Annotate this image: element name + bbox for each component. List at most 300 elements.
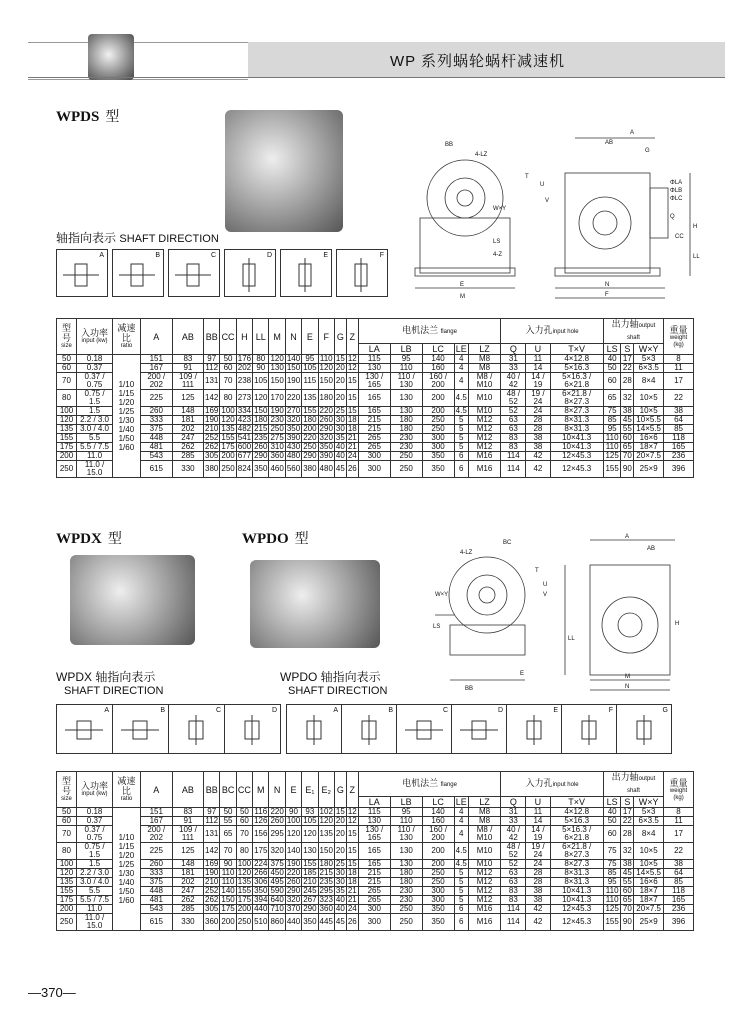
table-cell: 83	[172, 808, 203, 817]
table-cell: 100	[237, 859, 252, 868]
weight-en: weight (kg)	[669, 334, 688, 348]
table-cell: 350	[422, 914, 454, 931]
table-cell: 20×7.5	[634, 905, 664, 914]
table-cell: 50	[603, 817, 621, 826]
wpds-dimension-drawing	[405, 118, 705, 303]
drawing-label: W×Y	[493, 206, 507, 212]
table-cell: 20	[335, 363, 345, 372]
table-cell: 8×31.3	[550, 416, 603, 425]
cell-letter: B	[388, 707, 393, 714]
wpdo-type-text: 型	[294, 531, 309, 547]
col-outshaft	[603, 319, 663, 344]
table-cell: 5×16.3	[550, 364, 603, 373]
table-cell: 6	[454, 452, 468, 461]
ratio-en: ratio	[120, 796, 133, 802]
table-cell: 22	[622, 363, 632, 372]
table-cell: 60	[622, 433, 632, 442]
table-cell: 75	[603, 843, 621, 860]
table-cell: 8	[664, 355, 694, 364]
shaft-direction-cell	[168, 249, 220, 297]
drawing-label: N	[605, 282, 610, 288]
table-cell: 50	[220, 355, 236, 364]
table-cell: 220	[319, 406, 333, 415]
sub-header: LZ	[468, 344, 501, 355]
table-cell: 70	[622, 451, 632, 460]
table-cell: 220	[270, 807, 284, 816]
table-cell: 250	[57, 914, 77, 931]
table-cell: 236	[664, 905, 694, 914]
table-cell: 4.5	[454, 843, 468, 860]
table-cell: M10	[468, 860, 501, 869]
wpdx-dimension-drawing	[425, 530, 700, 695]
table-cell: 165	[358, 407, 390, 416]
table-cell: 14	[526, 364, 550, 373]
table-cell: 6	[454, 905, 468, 914]
table-cell: M10	[468, 843, 501, 860]
table-cell: 375	[140, 878, 172, 887]
table-cell: 114	[501, 914, 526, 931]
table-cell: 160	[422, 364, 454, 373]
table-cell: 5	[454, 878, 468, 887]
table-cell: 543	[140, 452, 172, 461]
flange-zh: 电机法兰	[402, 325, 439, 335]
table-cell: 120	[57, 869, 77, 878]
table-cell: 140	[221, 886, 235, 895]
table-cell: 5×16.3 / 6×21.8	[550, 826, 603, 843]
table-cell: 10×5	[634, 390, 664, 407]
table-cell: 320	[286, 895, 301, 904]
ratio-zh: 减速比	[117, 776, 136, 796]
table-cell: 260	[140, 407, 172, 416]
table-cell: 100	[57, 407, 77, 416]
table-cell: 150	[318, 373, 334, 390]
table-cell: 4	[454, 808, 468, 817]
table-cell: 270	[286, 406, 301, 415]
shaft-direction-cell	[336, 249, 388, 297]
table-cell: M8	[468, 817, 501, 826]
table-cell: 262	[205, 895, 219, 904]
col-header: N	[285, 319, 301, 355]
table-cell: 110	[603, 896, 621, 905]
table-cell: 85	[603, 869, 621, 878]
table-cell: 300	[422, 896, 454, 905]
table-cell: 320	[286, 415, 301, 424]
table-cell: 120	[57, 416, 77, 425]
table-cell: 150	[286, 363, 301, 372]
table-cell: 5	[454, 434, 468, 443]
sub-header: U	[526, 344, 550, 355]
col-inhole	[501, 772, 604, 797]
table-cell: 165	[664, 443, 694, 452]
drawing-label: U	[540, 182, 545, 188]
table-cell: 8×31.3	[550, 878, 603, 887]
col-outshaft	[603, 772, 663, 797]
table-cell: 80	[57, 843, 77, 860]
table-cell: 26	[346, 461, 358, 478]
table-cell: 394	[254, 895, 268, 904]
table-cell: 148	[172, 860, 203, 869]
table-cell: 63	[501, 869, 526, 878]
table-cell: 8×4	[634, 373, 664, 390]
table-cell: 83	[501, 443, 526, 452]
drawing-label: ΦLA	[670, 180, 683, 186]
table-cell: 38	[664, 860, 694, 869]
table-cell: 31	[501, 808, 526, 817]
table-cell: 11.0	[77, 905, 113, 914]
table-cell: 375	[140, 425, 172, 434]
table-row	[57, 905, 694, 914]
table-cell: 305	[205, 451, 219, 460]
table-cell: 390	[286, 433, 301, 442]
table-cell: 60	[57, 364, 77, 373]
sub-header: LE	[455, 344, 467, 354]
table-cell: 169	[205, 859, 219, 868]
table-cell: 155	[57, 887, 77, 896]
table-cell: 114	[501, 461, 526, 478]
table-cell: 236	[664, 452, 694, 461]
table-cell: M12	[468, 869, 501, 878]
wpdo-title-text: WPDO	[242, 531, 289, 547]
table-cell: 11.0 / 15.0	[77, 461, 113, 478]
table-cell: 20	[334, 843, 346, 860]
table-cell: 265	[358, 443, 390, 452]
table-cell: 5×16.3	[550, 817, 603, 826]
table-cell: 28	[526, 869, 550, 878]
table-cell: 165	[358, 843, 390, 860]
table-cell: 85	[603, 416, 621, 425]
drawing-label: BB	[465, 686, 474, 692]
table-cell: 445	[318, 914, 334, 931]
drawing-label: U	[543, 582, 548, 588]
table-cell: 95	[390, 808, 422, 817]
table-cell: 126	[254, 816, 268, 825]
table-cell: 230	[390, 434, 422, 443]
table-cell: 130	[390, 843, 422, 860]
table-cell: 55	[622, 424, 632, 433]
table-cell: 135	[57, 878, 77, 887]
table-cell: 200 / 202	[140, 826, 172, 843]
table-cell: 25×9	[634, 461, 664, 478]
inhole-en: input hole	[552, 782, 579, 788]
sub-header: LA	[358, 344, 390, 355]
table-cell: 14 / 19	[526, 826, 550, 843]
table-cell: 120	[319, 363, 333, 372]
col-header: AB	[172, 772, 203, 808]
table-cell: 151	[140, 808, 172, 817]
drawing-label: 4-LZ	[460, 550, 473, 556]
table-cell: 60	[603, 826, 621, 843]
table-cell: 22	[622, 816, 632, 825]
table-cell: 18	[347, 415, 357, 424]
table-cell: 91	[172, 364, 203, 373]
table-cell: 285	[172, 905, 203, 914]
table-cell: 20	[335, 816, 345, 825]
sub-header: Q	[501, 344, 526, 355]
table-cell: 10×41.3	[550, 434, 603, 443]
table-cell: 295	[269, 826, 285, 843]
table-cell: 109 / 111	[172, 373, 203, 390]
table-cell: 24	[347, 904, 357, 913]
table-cell: 190	[270, 406, 284, 415]
table-cell: 350	[422, 905, 454, 914]
drawing-label: E	[520, 671, 525, 677]
col-header: H	[236, 319, 252, 355]
table-cell: 200	[221, 451, 235, 460]
table-cell: 200	[422, 390, 454, 407]
col-weight	[664, 772, 694, 808]
wpdx-section-title	[56, 528, 122, 548]
table-cell: 448	[140, 887, 172, 896]
table-cell: 125	[172, 843, 203, 860]
table-cell: 300	[358, 914, 390, 931]
table-cell: 4	[454, 826, 468, 843]
table-cell: 440	[254, 904, 268, 913]
shaft-direction-cell	[507, 705, 562, 753]
table-cell: 15	[346, 373, 358, 390]
table-cell: 265	[358, 896, 390, 905]
table-cell: 290	[303, 451, 317, 460]
table-cell: 380	[204, 461, 220, 478]
shaft-direction-cell	[280, 249, 332, 297]
table-cell: 28	[621, 373, 634, 390]
table-cell: 175	[253, 843, 269, 860]
col-header: AB	[172, 319, 203, 355]
table-cell: 80	[57, 390, 77, 407]
table-cell: 3.0 / 4.0	[77, 878, 113, 887]
col-header: Z	[346, 772, 358, 808]
table-cell: 252	[205, 433, 219, 442]
table-cell: 423	[237, 415, 252, 424]
table-cell: 230	[390, 443, 422, 452]
table-cell: 14 / 19	[526, 373, 550, 390]
table-cell: 22	[664, 843, 694, 860]
table-cell: 300	[422, 443, 454, 452]
table-cell: 250	[390, 905, 422, 914]
table-cell: 70	[622, 904, 632, 913]
table-cell: 150	[221, 895, 235, 904]
table-cell: 80	[236, 843, 252, 860]
ratio-cell: 1/10 1/15 1/20 1/25 1/30 1/40 1/50 1/60	[113, 808, 141, 931]
col-header: Z	[346, 319, 358, 355]
header-logo-area	[28, 42, 248, 80]
sub-header: LS	[603, 797, 621, 808]
cell-letter: C	[210, 252, 216, 259]
table-cell: 40	[335, 442, 345, 451]
table-cell: M16	[468, 914, 501, 931]
table-cell: 105	[303, 363, 317, 372]
table-cell: 250	[422, 416, 454, 425]
table-cell: 167	[140, 364, 172, 373]
table-cell: 10×41.3	[550, 896, 603, 905]
table-cell: 38	[664, 407, 694, 416]
sub-header: LB	[390, 344, 422, 355]
table-cell: M8 / M10	[468, 373, 501, 390]
drawing-label: M	[625, 674, 630, 680]
table-cell: 80	[253, 355, 269, 364]
table-cell: 65	[622, 895, 632, 904]
table-cell: 116	[254, 807, 268, 816]
wpdx-direction-row	[56, 704, 281, 754]
drawing-label: 4-LZ	[475, 152, 488, 158]
wpdo-product-photo	[250, 560, 380, 648]
table-cell: 42	[526, 461, 550, 478]
table-cell: 150	[269, 373, 285, 390]
table-cell: M12	[468, 416, 501, 425]
table-cell: 21	[347, 886, 357, 895]
sub-header: LZ	[468, 797, 501, 808]
weight-en: weight (kg)	[669, 787, 688, 801]
table-cell: 33	[501, 364, 526, 373]
table-cell: 190	[286, 859, 301, 868]
table-cell: 109 / 111	[172, 826, 203, 843]
drawing-label: F	[605, 292, 609, 298]
table-cell: M10	[468, 390, 501, 407]
table-cell: 175	[221, 904, 235, 913]
table-cell: 33	[501, 817, 526, 826]
table-cell: 4×12.8	[550, 808, 603, 817]
table-cell: 260	[254, 442, 268, 451]
table-row	[57, 843, 694, 860]
table-cell: 160 / 200	[422, 373, 454, 390]
wpdx-dir-caption	[56, 668, 163, 697]
cell-letter: E	[323, 252, 328, 259]
table-cell: 38	[526, 887, 550, 896]
table-cell: 135	[57, 425, 77, 434]
table-cell: 4	[454, 355, 468, 364]
table-cell: 215	[358, 878, 390, 887]
table-cell: 330	[172, 914, 203, 931]
table-cell: 640	[270, 895, 284, 904]
table-cell: 102	[319, 807, 333, 816]
page-title: WP 系列蜗轮蜗杆减速机	[389, 53, 565, 70]
table-cell: 440	[285, 914, 301, 931]
table-cell: 28	[526, 878, 550, 887]
shaft-direction-cell	[452, 705, 507, 753]
table-cell: 25	[335, 859, 345, 868]
table-cell: 140	[285, 843, 301, 860]
table-cell: 60	[236, 817, 252, 826]
table-cell: 38	[622, 859, 632, 868]
table-cell: 0.75 / 1.5	[77, 843, 113, 860]
table-cell: 130	[358, 364, 390, 373]
table-cell: 0.37	[77, 364, 113, 373]
table-cell: 350	[422, 461, 454, 478]
table-cell: 190	[285, 373, 301, 390]
table-cell: 3.0 / 4.0	[77, 425, 113, 434]
cell-letter: F	[379, 252, 384, 259]
table-cell: 85	[664, 878, 694, 887]
col-header: CC	[236, 772, 252, 808]
table-cell: 20×7.5	[634, 452, 664, 461]
table-cell: 190	[205, 868, 219, 877]
table-cell: 4.5	[454, 390, 468, 407]
table-cell: 6×3.5	[634, 364, 664, 373]
table-cell: 215	[358, 416, 390, 425]
inhole-zh: 入力孔	[525, 778, 553, 788]
table-cell: 70	[57, 373, 77, 390]
table-cell: 83	[501, 896, 526, 905]
table-cell: 63	[501, 416, 526, 425]
table-cell: 5×16.3 / 6×21.8	[550, 373, 603, 390]
table-cell: 320	[269, 843, 285, 860]
table-cell: 30	[335, 868, 345, 877]
table-cell: 110	[221, 877, 235, 886]
wpds-direction-row	[56, 249, 388, 297]
table-cell: 8×4	[634, 826, 664, 843]
table-cell: 160	[422, 817, 454, 826]
table-cell: 18×7	[634, 443, 664, 452]
shaft-direction-cell	[57, 705, 113, 753]
outshaft-en: output shaft	[626, 776, 656, 794]
drawing-label: H	[693, 224, 698, 230]
table-cell: 181	[172, 869, 203, 878]
table-cell: 250	[236, 914, 252, 931]
table-cell: M8	[468, 355, 501, 364]
table-cell: 48 / 52	[501, 843, 526, 860]
table-cell: 60	[603, 373, 621, 390]
table-cell: 323	[319, 895, 333, 904]
table-cell: 11	[526, 808, 550, 817]
table-cell: 110	[390, 364, 422, 373]
table-cell: 60	[220, 364, 236, 373]
table-cell: 65	[622, 442, 632, 451]
outshaft-en: output shaft	[626, 323, 656, 341]
shaft-direction-cell	[169, 705, 225, 753]
col-header: F	[318, 319, 334, 355]
drawing-label: M	[460, 294, 465, 300]
table-cell: 8×27.3	[550, 860, 603, 869]
table-cell: 52	[501, 407, 526, 416]
table-cell: 510	[253, 914, 269, 931]
drawing-label: A	[630, 130, 635, 136]
table-cell: 5.5 / 7.5	[77, 443, 113, 452]
table-cell: 210	[205, 877, 219, 886]
table-cell: 238	[236, 373, 252, 390]
ratio-cell: 1/10 1/15 1/20 1/25 1/30 1/40 1/50 1/60	[113, 355, 141, 478]
table-cell: 25	[335, 406, 345, 415]
weight-zh: 重量	[669, 324, 688, 335]
table-row	[57, 452, 694, 461]
drawing-label: LS	[433, 624, 441, 630]
table-cell: 252	[205, 886, 219, 895]
table-cell: 0.18	[77, 808, 113, 817]
drawing-label: G	[645, 148, 650, 154]
cell-letter: F	[608, 707, 613, 714]
drawing-label: A	[625, 534, 630, 540]
table-cell: 290	[303, 904, 317, 913]
flange-en: flange	[440, 329, 457, 335]
table-cell: 165	[358, 390, 390, 407]
table-cell: 5	[454, 425, 468, 434]
table-cell: 91	[172, 817, 203, 826]
sub-header: LA	[358, 797, 390, 808]
table-cell: 6	[454, 461, 468, 478]
table-cell: 50	[603, 364, 621, 373]
table-cell: 230	[390, 896, 422, 905]
col-header: E₂	[318, 772, 334, 808]
wpdx-table-body	[57, 808, 694, 931]
table-cell: 360	[319, 904, 333, 913]
table-cell: M16	[468, 905, 501, 914]
shaft-direction-cell	[617, 705, 671, 753]
table-cell: 15	[335, 807, 345, 816]
table-cell: 481	[140, 443, 172, 452]
table-cell: 35	[335, 886, 345, 895]
table-cell: 24	[526, 860, 550, 869]
table-cell: 860	[269, 914, 285, 931]
table-cell: 8	[664, 808, 694, 817]
table-cell: 30	[335, 415, 345, 424]
